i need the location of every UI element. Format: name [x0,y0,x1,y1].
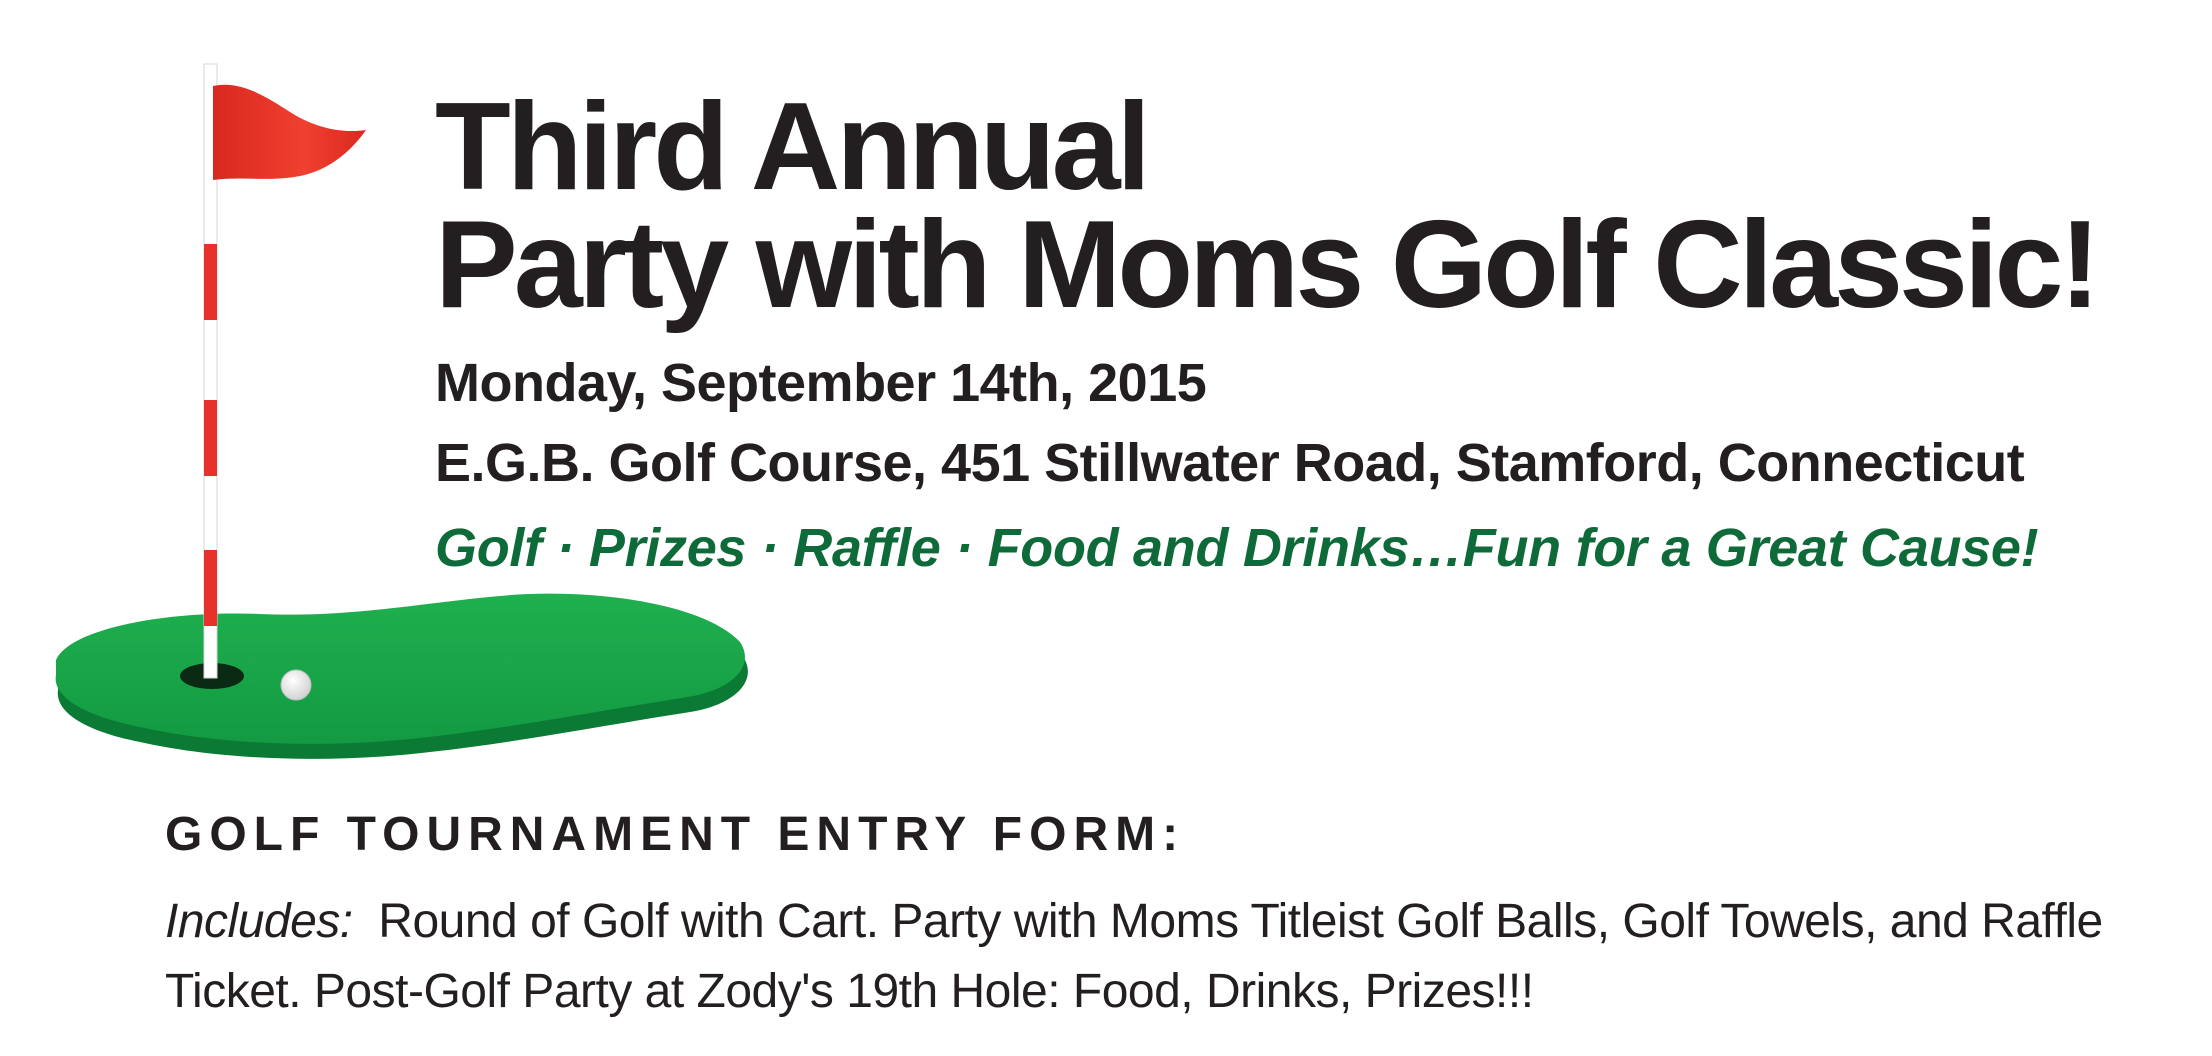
flag-pole-stripe [204,400,217,476]
flag-pole-stripe [204,550,217,626]
golf-ball [281,670,311,700]
entry-form-section [165,805,2195,1027]
event-date: Monday, September 14th, 2015 [435,353,1207,413]
includes-text: Round of Golf with Cart. Party with Moms Titleist Golf Balls, Golf Towels, and Raffle Ticket. Post-Golf Party at Zody's 19th Hole: Food, Drinks, Prizes!!! [165,895,2103,1018]
title-line-1: Third Annual [435,78,1147,216]
event-tagline: Golf · Prizes · Raffle · Food and Drinks…Fun for a Great Cause! [435,518,2039,578]
form-heading: GOLF TOURNAMENT ENTRY FORM: [165,808,1186,861]
title-line-2: Party with Moms Golf Classic! [435,196,2097,334]
event-header [435,78,2195,584]
flag-pole-stripe [204,244,217,320]
putting-green [56,594,745,744]
includes-label: Includes: [165,895,353,948]
golf-flag [213,85,366,180]
event-venue: E.G.B. Golf Course, 451 Stillwater Road, Stamford, Connecticut [435,433,2025,493]
form-includes [165,887,2195,1027]
